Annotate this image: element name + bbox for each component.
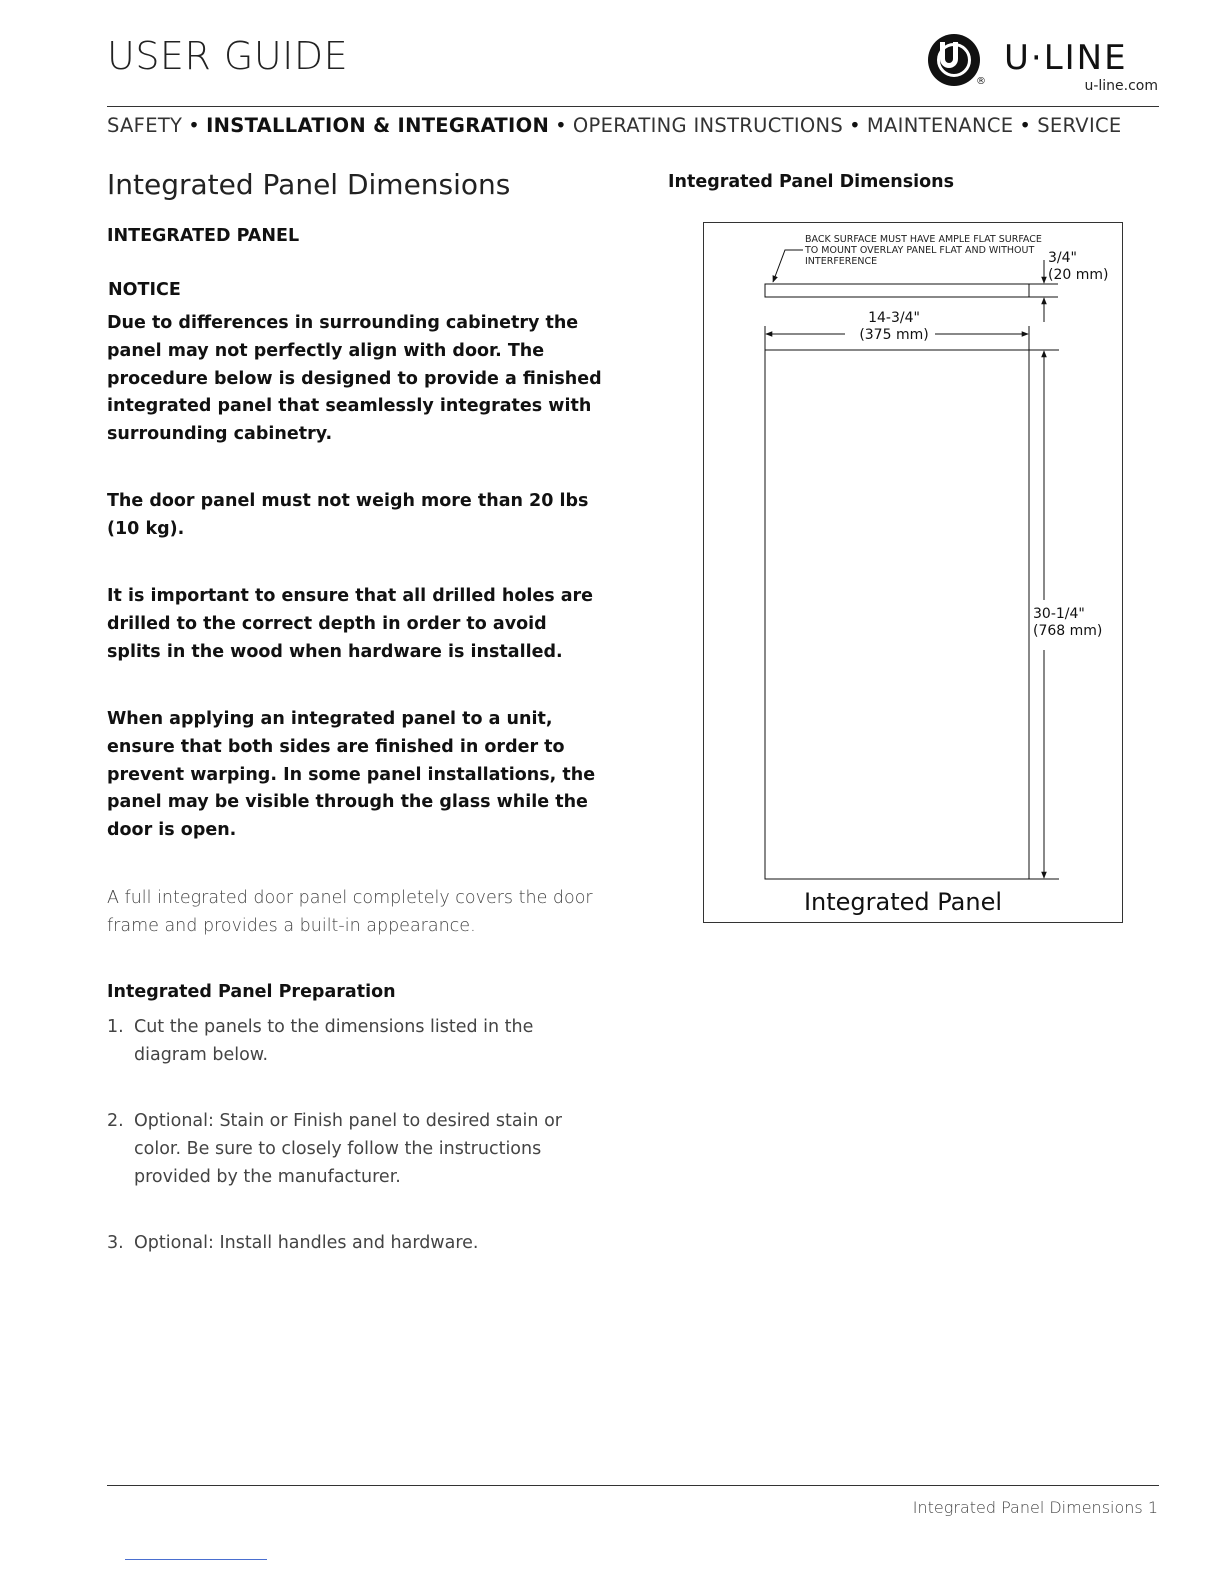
- notice-heading: NOTICE: [108, 280, 181, 300]
- list-item: [107, 1229, 602, 1257]
- step-number: 1.: [107, 1017, 124, 1037]
- list-item: [107, 1107, 602, 1191]
- registered-mark: ®: [976, 76, 986, 87]
- section-nav: [107, 114, 1122, 137]
- nav-separator: •: [849, 114, 861, 137]
- panel-dimensions-diagram: [703, 222, 1123, 923]
- nav-item-service: SERVICE: [1037, 114, 1122, 137]
- notice-paragraph: The door panel must not weigh more than 20 lbs (10 kg).: [107, 491, 589, 539]
- note-line: BACK SURFACE MUST HAVE AMPLE FLAT SURFACE: [805, 234, 1042, 245]
- nav-item-safety: SAFETY: [107, 114, 183, 137]
- step-number: 3.: [107, 1233, 124, 1253]
- preparation-steps: [107, 1013, 602, 1257]
- preparation-heading: Integrated Panel Preparation: [107, 982, 396, 1002]
- header-divider: [107, 106, 1159, 107]
- height-mm: (768 mm): [1033, 623, 1103, 639]
- width-mm: (375 mm): [859, 327, 929, 343]
- note-line: TO MOUNT OVERLAY PANEL FLAT AND WITHOUT: [805, 245, 1035, 256]
- list-item: [107, 1013, 602, 1069]
- thickness-inches: 3/4": [1048, 250, 1077, 266]
- integrated-panel-heading: INTEGRATED PANEL: [107, 226, 300, 246]
- height-inches: 30-1/4": [1033, 606, 1085, 622]
- notice-paragraph: When applying an integrated panel to a unit, ensure that both sides are finished in order to prevent warping. In some panel installations, the panel may be visible through the glass while the door is open.: [107, 709, 596, 841]
- website-url: u-line.com: [1084, 78, 1158, 94]
- panel-front-view: [765, 350, 1029, 879]
- notice-paragraph: Due to differences in surrounding cabinetry the panel may not perfectly align with door. The procedure below is designed to provide a finished integrated panel that seamlessly integrates with surrounding cabinetry.: [107, 313, 602, 445]
- nav-separator: •: [555, 114, 567, 137]
- step-text: Cut the panels to the dimensions listed in the diagram below.: [134, 1017, 534, 1065]
- nav-item-installation: INSTALLATION & INTEGRATION: [206, 114, 550, 137]
- thickness-mm: (20 mm): [1048, 267, 1109, 283]
- nav-separator: •: [1019, 114, 1032, 137]
- diagram-caption: Integrated Panel: [803, 888, 1003, 916]
- nav-item-maintenance: MAINTENANCE: [866, 114, 1014, 137]
- brand-logo: [928, 34, 1160, 96]
- footer-page-label: Integrated Panel Dimensions 1: [912, 1498, 1158, 1517]
- step-text: Optional: Stain or Finish panel to desired stain or color. Be sure to closely follow the instructions provided by the manufacturer.: [134, 1111, 562, 1187]
- description-paragraph: A full integrated door panel completely covers the door frame and provides a built-in appearance.: [107, 888, 593, 936]
- step-number: 2.: [107, 1111, 124, 1131]
- note-leader-line: [773, 250, 803, 282]
- footer-link-underline: [125, 1559, 267, 1560]
- nav-item-operating: OPERATING INSTRUCTIONS: [572, 114, 844, 137]
- width-inches: 14-3/4": [868, 310, 920, 326]
- footer-divider: [107, 1485, 1159, 1486]
- figure-title: Integrated Panel Dimensions: [668, 172, 955, 192]
- panel-edge-view: [765, 284, 1029, 297]
- notice-paragraph: It is important to ensure that all drilled holes are drilled to the correct depth in order to avoid splits in the wood when hardware is installed.: [107, 586, 594, 662]
- doc-title: USER GUIDE: [107, 34, 349, 78]
- section-title: Integrated Panel Dimensions: [107, 168, 511, 201]
- note-line: INTERFERENCE: [805, 256, 878, 267]
- step-text: Optional: Install handles and hardware.: [134, 1233, 479, 1253]
- brand-wordmark: U·LINE: [1004, 38, 1128, 78]
- u-line-logo-icon: [928, 34, 980, 86]
- nav-separator: •: [188, 114, 201, 137]
